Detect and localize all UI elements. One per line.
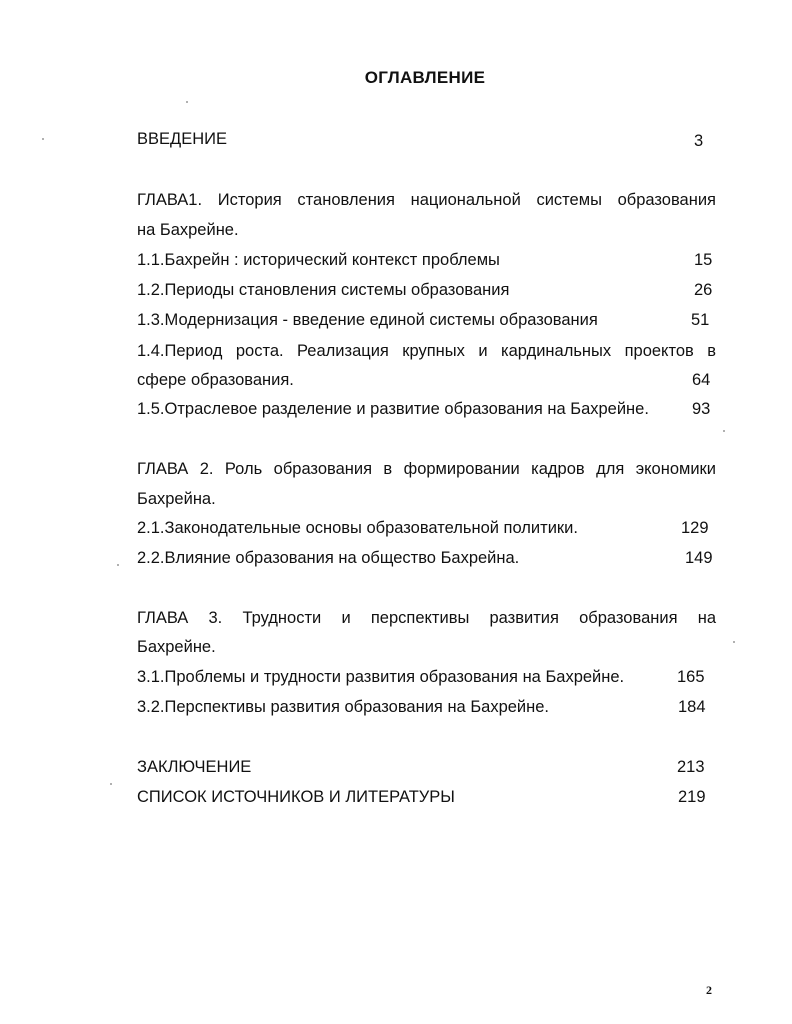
toc-entry-1-3-page: 51 [691, 311, 710, 329]
toc-entry-1-4-page: 64 [692, 371, 711, 389]
toc-entry-1-5-label: 1.5.Отраслевое разделение и развитие образования на Бахрейне. [137, 400, 649, 418]
toc-entry-3-1-page: 165 [677, 668, 705, 686]
toc-entry-2-2-page: 149 [685, 549, 713, 567]
scan-speck [110, 783, 112, 785]
scan-speck [733, 641, 735, 643]
chapter1-heading-line1: ГЛАВА1. История становления национальной системы образования [137, 191, 716, 209]
page-number: 2 [706, 983, 712, 997]
page-title: ОГЛАВЛЕНИЕ [364, 68, 486, 87]
chapter3-heading-line1: ГЛАВА 3. Трудности и перспективы развития образования на [137, 609, 716, 627]
toc-entry-1-3-label: 1.3.Модернизация - введение единой системы образования [137, 311, 598, 329]
toc-entry-intro-label: ВВЕДЕНИЕ [137, 130, 227, 148]
chapter1-heading-line2: на Бахрейне. [137, 221, 239, 239]
toc-entry-conclusion-label: ЗАКЛЮЧЕНИЕ [137, 758, 252, 776]
toc-entry-1-2-label: 1.2.Периоды становления системы образования [137, 281, 510, 299]
chapter3-heading-line2: Бахрейне. [137, 638, 216, 656]
toc-entry-1-2-page: 26 [694, 281, 713, 299]
toc-entry-1-1-label: 1.1.Бахрейн : исторический контекст проблемы [137, 251, 500, 269]
toc-entry-1-5-page: 93 [692, 400, 711, 418]
toc-entry-3-1-label: 3.1.Проблемы и трудности развития образования на Бахрейне. [137, 668, 625, 686]
toc-entry-sources-label: СПИСОК ИСТОЧНИКОВ И ЛИТЕРАТУРЫ [137, 788, 455, 806]
scan-speck [186, 101, 188, 103]
scan-speck [723, 430, 725, 432]
toc-entry-1-1-page: 15 [694, 251, 713, 269]
toc-entry-conclusion-page: 213 [677, 758, 705, 776]
toc-entry-intro-page: 3 [694, 132, 704, 150]
toc-entry-1-4-label-line2: сфере образования. [137, 371, 294, 389]
scan-speck [117, 564, 119, 566]
toc-entry-2-2-label: 2.2.Влияние образования на общество Бахрейна. [137, 549, 520, 567]
toc-entry-2-1-label: 2.1.Законодательные основы образовательной политики. [137, 519, 578, 537]
chapter2-heading-line2: Бахрейна. [137, 490, 216, 508]
toc-entry-3-2-page: 184 [678, 698, 706, 716]
toc-entry-1-4-label-line1: 1.4.Период роста. Реализация крупных и кардинальных проектов в [137, 342, 716, 360]
toc-entry-3-2-label: 3.2.Перспективы развития образования на Бахрейне. [137, 698, 550, 716]
chapter2-heading-line1: ГЛАВА 2. Роль образования в формировании кадров для экономики [137, 460, 716, 478]
scan-speck [42, 138, 44, 140]
toc-entry-2-1-page: 129 [681, 519, 709, 537]
toc-entry-sources-page: 219 [678, 788, 706, 806]
